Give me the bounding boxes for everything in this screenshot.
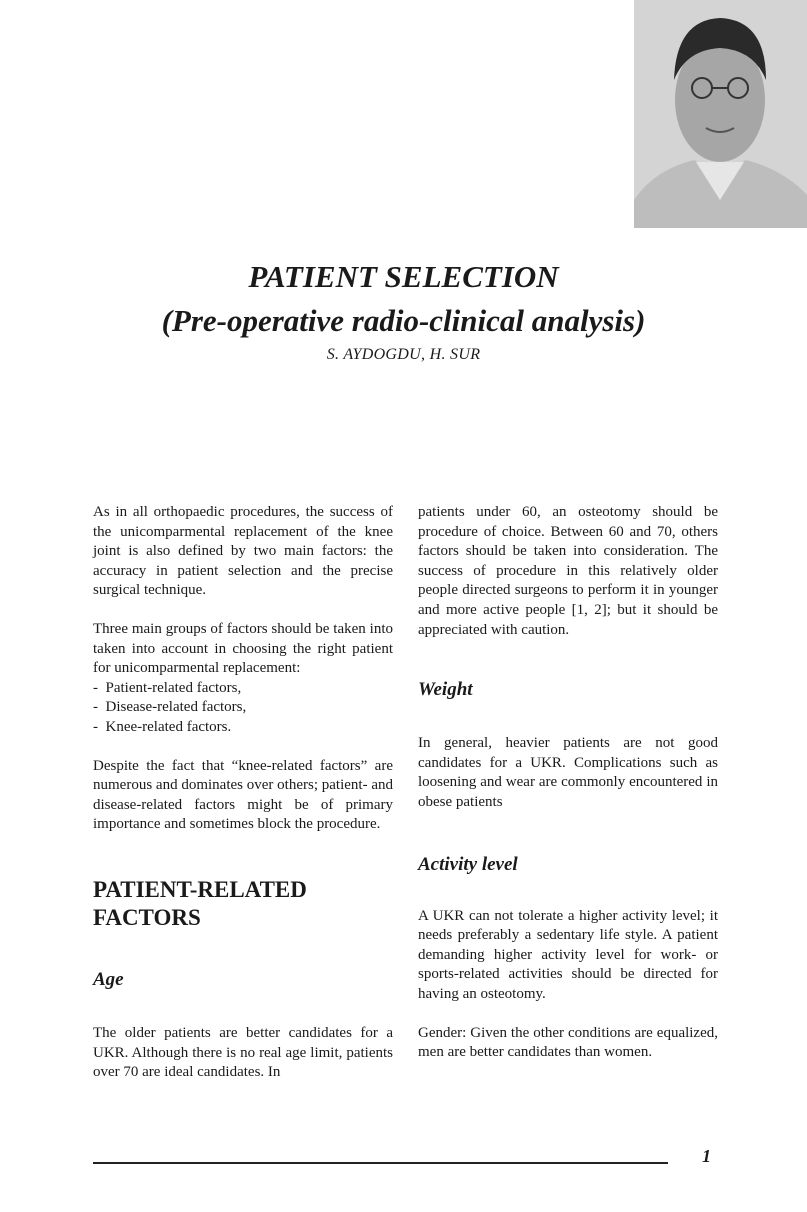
knee-factors-paragraph: Despite the fact that “knee-related factors” are numerous and dominates over others; patient- and disease-related factors might be of primary importance and sometimes block the procedure. [93,757,393,833]
gender-paragraph: Gender: Given the other conditions are equalized, men are better candidates than women. [418,1024,718,1061]
title-line-2: (Pre-operative radio-clinical analysis) [161,303,646,338]
age-continued-paragraph: patients under 60, an osteotomy should be procedure of choice. Between 60 and 70, others factors should be taken into consideration. The success of procedure in this relatively older people directed surgeons to perform it in younger and more active people [1, 2]; but it should be appreciated with caution. [418,504,718,638]
activity-paragraph: A UKR can not tolerate a higher activity level; it needs preferably a sedentary life style. A patient demanding higher activity level for work- or sports-related activities should be directed for having an osteotomy. [418,907,718,1002]
subsection-heading-age: Age [93,968,124,990]
intro-paragraph: As in all orthopaedic procedures, the success of the unicomparmental replacement of the knee joint is also defined by two main factors: the accuracy in patient selection and the precise surgical technique. [93,504,393,599]
list-item: - Disease-related factors, [93,698,393,718]
factors-intro-paragraph: Three main groups of factors should be taken into taken into account in choosing the right patient for unicomparmental replacement: [93,620,393,677]
age-paragraph: The older patients are better candidates for a UKR. Although there is no real age limit, patients over 70 are ideal candidates. In [93,1024,393,1081]
list-item: - Patient-related factors, [93,679,393,699]
article-title [0,255,807,343]
list-item: - Knee-related factors. [93,718,393,738]
title-line-1: PATIENT SELECTION [248,259,559,294]
authors: S. AYDOGDU, H. SUR [326,346,481,363]
subsection-heading-weight: Weight [418,679,473,701]
page-number: 1 [702,1146,711,1166]
author-portrait-photo [634,0,807,228]
factor-list [93,679,393,738]
section-heading: PATIENT-RELATED FACTORS [93,876,307,930]
right-column [418,503,718,1063]
subsection-heading-activity: Activity level [418,853,518,875]
weight-paragraph: In general, heavier patients are not good candidates for a UKR. Complications such as loosening and wear are commonly encountered in obese patients [418,735,718,810]
left-column [93,503,393,1083]
footer-rule [93,1162,668,1164]
